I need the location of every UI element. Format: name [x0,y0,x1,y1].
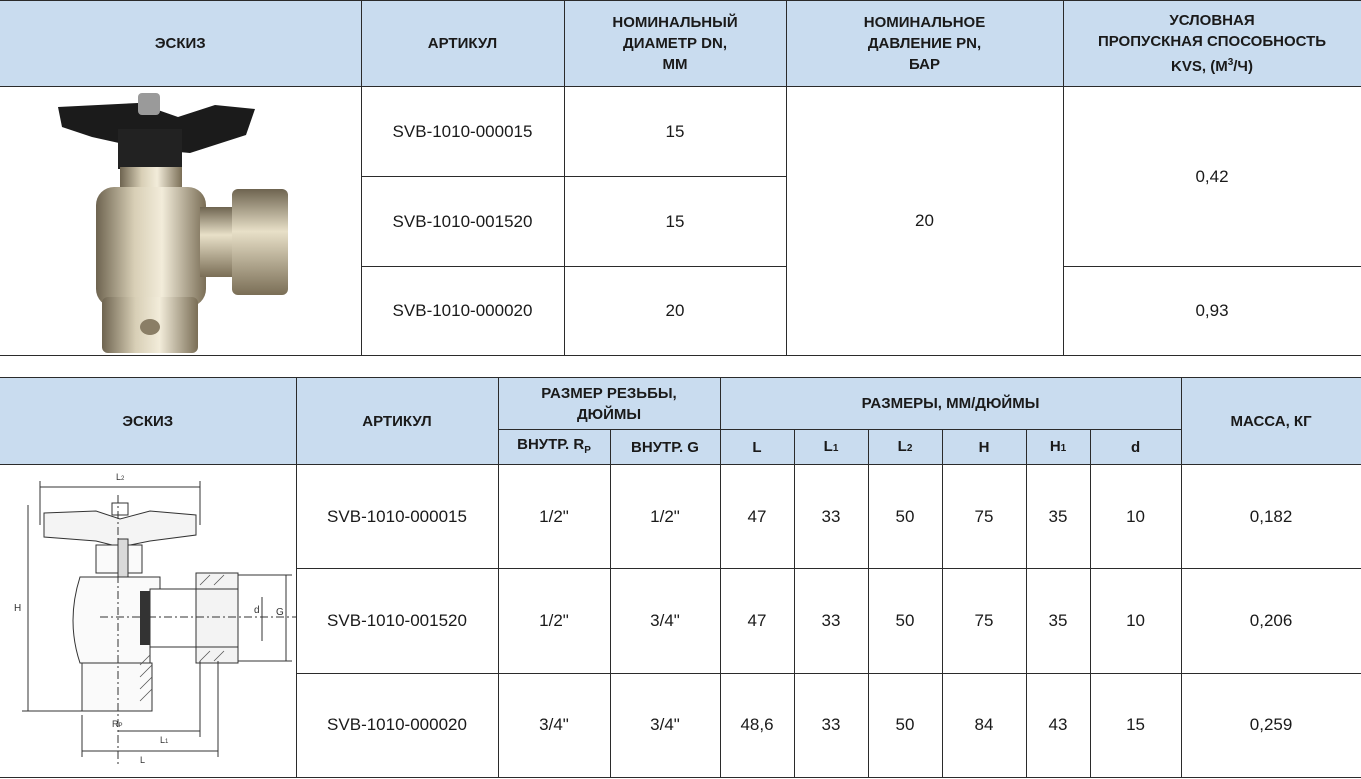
l1-cell: 33 [794,569,868,673]
mass-cell: 0,259 [1181,673,1361,777]
pn-header-line1: НОМИНАЛЬНОЕ [863,14,986,31]
ball-valve-photo-icon [0,87,361,355]
kvs-cell: 0,93 [1063,267,1361,356]
table-header-row [0,378,1361,430]
drawing-label-h: H [14,603,22,614]
kvs-header [1063,1,1361,87]
article-cell: SVB-1010-001520 [296,569,498,673]
kvs-header-line3-end: /Ч) [1233,58,1253,75]
valve-params-table [0,0,1361,356]
l1-header-sub: 1 [832,442,839,454]
article-cell: SVB-1010-000015 [361,87,564,177]
h1-header [1026,430,1090,465]
h-cell: 84 [942,673,1026,777]
d-cell: 10 [1090,465,1181,569]
rp-header-sub: P [584,444,591,456]
kvs-header-line2: ПРОПУСКНАЯ СПОСОБНОСТЬ [1097,33,1327,50]
h-header: H [942,430,1026,465]
l-cell: 47 [720,569,794,673]
thread-header-line1: РАЗМЕР РЕЗЬБЫ, [541,384,677,402]
drawing-label-d: d [254,605,260,616]
thread-header-line2: ДЮЙМЫ [576,405,642,423]
d-header: d [1090,430,1181,465]
article-header: АРТИКУЛ [296,378,498,465]
mass-cell: 0,206 [1181,569,1361,673]
rp-cell: 1/2" [498,465,610,569]
l-header: L [720,430,794,465]
l1-cell: 33 [794,673,868,777]
kvs-header-line3: KVS, (М [1171,58,1228,75]
g-cell: 3/4" [610,569,720,673]
kvs-cell: 0,42 [1063,87,1361,267]
valve-drawing-cell [0,465,296,778]
d-cell: 15 [1090,673,1181,777]
rp-cell: 3/4" [498,673,610,777]
valve-photo-cell [0,87,361,356]
dn-cell: 20 [564,267,786,356]
dn-header-line2: ДИАМЕТР DN, [623,35,727,52]
kvs-header-line1: УСЛОВНАЯ [1169,12,1255,29]
g-cell: 3/4" [610,673,720,777]
pn-header-line3: БАР [908,56,941,73]
l2-header [868,430,942,465]
drawing-label-l1: L1 [160,735,169,745]
g-header: ВНУТР. G [610,430,720,465]
table-header-row [0,1,1361,87]
g-cell: 1/2" [610,465,720,569]
l-cell: 48,6 [720,673,794,777]
l2-header-label: L [897,437,907,455]
pn-cell: 20 [786,87,1063,356]
pn-header [786,1,1063,87]
dims-header: РАЗМЕРЫ, ММ/ДЮЙМЫ [720,378,1181,430]
d-cell: 10 [1090,569,1181,673]
article-cell: SVB-1010-000020 [361,267,564,356]
article-cell: SVB-1010-000020 [296,673,498,777]
l2-header-sub: 2 [906,442,913,454]
h1-cell: 43 [1026,673,1090,777]
h1-header-sub: 1 [1060,442,1067,454]
h1-cell: 35 [1026,465,1090,569]
h1-header-label: H [1049,437,1061,455]
l-cell: 47 [720,465,794,569]
table-row [0,465,1361,569]
mass-cell: 0,182 [1181,465,1361,569]
table-row [0,87,1361,177]
dn-cell: 15 [564,177,786,267]
kvs-header-sup: 3 [1227,57,1234,68]
rp-header-label: ВНУТР. R [517,435,585,453]
l1-header-label: L [823,437,833,455]
article-cell: SVB-1010-001520 [361,177,564,267]
article-header: АРТИКУЛ [361,1,564,87]
article-cell: SVB-1010-000015 [296,465,498,569]
dn-cell: 15 [564,87,786,177]
dn-header-line3: ММ [662,56,688,73]
sketch-header: ЭСКИЗ [0,378,296,465]
l1-cell: 33 [794,465,868,569]
valve-dimensions-table [0,377,1361,778]
h-cell: 75 [942,569,1026,673]
drawing-label-rp: RP [112,719,123,729]
drawing-label-g: G [276,607,284,618]
dn-header-line1: НОМИНАЛЬНЫЙ [612,14,738,31]
rp-header [498,430,610,465]
drawing-label-l: L [140,755,146,765]
drawing-label-l2: L2 [116,472,125,482]
rp-cell: 1/2" [498,569,610,673]
h1-cell: 35 [1026,569,1090,673]
pn-header-line2: ДАВЛЕНИЕ PN, [867,35,982,52]
l2-cell: 50 [868,569,942,673]
l1-header [794,430,868,465]
dn-header [564,1,786,87]
ball-valve-dimension-drawing-icon [0,465,296,777]
l2-cell: 50 [868,673,942,777]
h-cell: 75 [942,465,1026,569]
thread-header [498,378,720,430]
mass-header: МАССА, КГ [1181,378,1361,465]
sketch-header: ЭСКИЗ [0,1,361,87]
l2-cell: 50 [868,465,942,569]
